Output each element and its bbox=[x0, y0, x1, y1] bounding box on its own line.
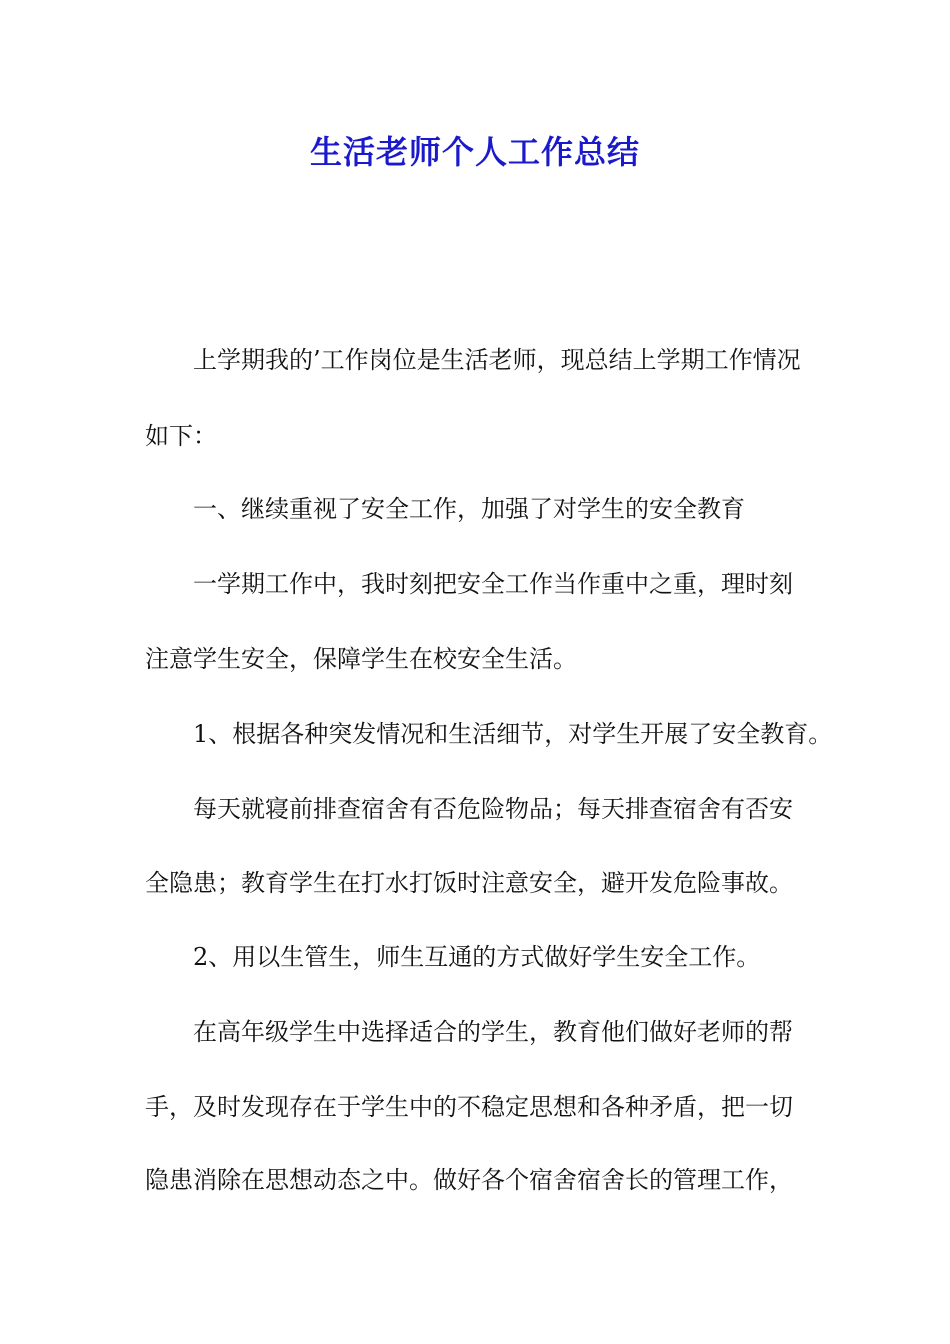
paragraph-line: 隐患消除在思想动态之中。做好各个宿舍宿舍长的管理工作， bbox=[145, 1166, 793, 1194]
list-item-line: 1、根据各种突发情况和生活细节，对学生开展了安全教育。 bbox=[193, 720, 833, 748]
document-title: 生活老师个人工作总结 bbox=[309, 133, 640, 171]
paragraph-line: 在高年级学生中选择适合的学生，教育他们做好老师的帮 bbox=[193, 1018, 793, 1046]
paragraph-line: 手，及时发现存在于学生中的不稳定思想和各种矛盾，把一切 bbox=[145, 1093, 793, 1121]
paragraph-line: 上学期我的’工作岗位是生活老师，现总结上学期工作情况 bbox=[193, 346, 801, 374]
paragraph-line: 如下： bbox=[145, 422, 217, 450]
paragraph-line: 每天就寝前排查宿舍有否危险物品；每天排查宿舍有否安 bbox=[193, 795, 793, 823]
section-heading-line: 一、继续重视了安全工作，加强了对学生的安全教育 bbox=[193, 495, 745, 523]
paragraph-line: 注意学生安全，保障学生在校安全生活。 bbox=[145, 645, 577, 673]
list-item-line: 2、用以生管生，师生互通的方式做好学生安全工作。 bbox=[193, 943, 761, 971]
paragraph-line: 一学期工作中，我时刻把安全工作当作重中之重，理时刻 bbox=[193, 570, 793, 598]
paragraph-line: 全隐患；教育学生在打水打饭时注意安全，避开发危险事故。 bbox=[145, 869, 793, 897]
